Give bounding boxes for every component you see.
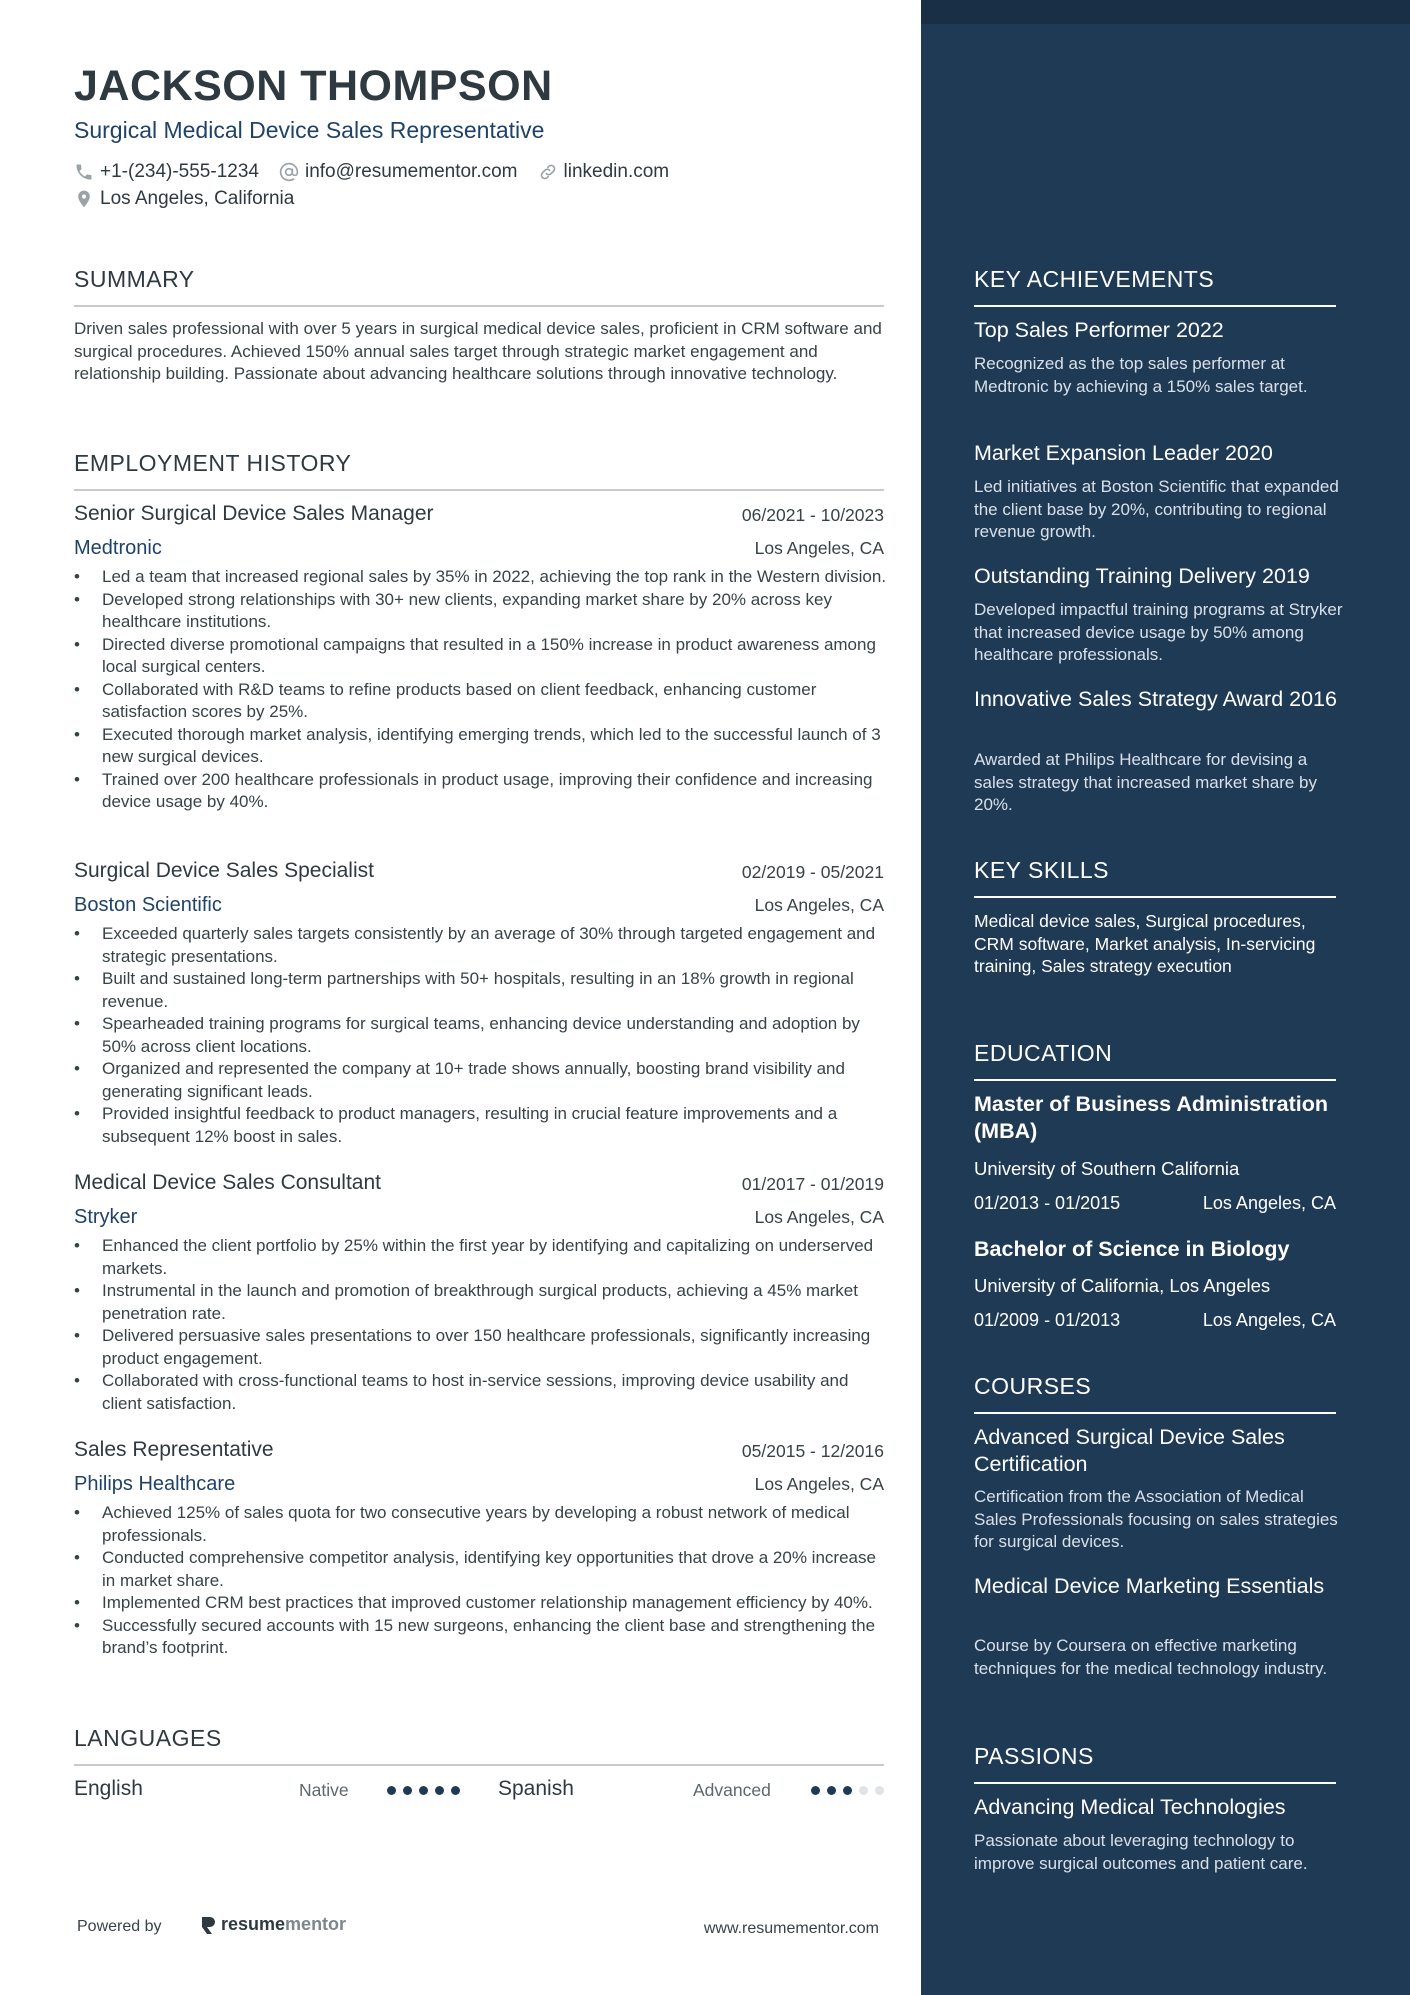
education-school: University of California, Los Angeles [974,1275,1271,1296]
bullet-item: • Achieved 125% of sales quota for two consecutive years by developing a robust network of medical professionals. [74,1502,890,1547]
brand-logo[interactable] [199,1914,346,1935]
job-title: Surgical Device Sales Specialist [74,859,374,882]
rating-dot-filled [387,1786,396,1795]
bullet-item: • Trained over 200 healthcare professionals in product usage, improving their confidence and increasing device usage by 40%. [74,769,890,814]
job-bullets [74,923,890,1148]
achievement-title: Top Sales Performer 2022 [974,318,1224,342]
footer-url[interactable]: www.resumementor.com [703,1920,879,1937]
skills-text: Medical device sales, Surgical procedures, CRM software, Market analysis, In-servicing training, Sales strategy execution [974,911,1316,976]
language-level: Advanced [693,1780,771,1800]
course-desc: Course by Coursera on effective marketing techniques for the medical technology industry. [974,1636,1328,1678]
language-rating [811,1786,891,1795]
bullet-item: • Executed thorough market analysis, identifying emerging trends, which led to the successful launch of 3 new surgical devices. [74,724,890,769]
brand-part-a: resume [221,1914,286,1934]
achievement-desc: Led initiatives at Boston Scientific that expanded the client base by 20%, contributing to regional revenue growth. [974,477,1339,541]
job-company: Medtronic [74,537,162,559]
achievements-divider [974,305,1336,307]
language-name: English [74,1777,143,1800]
achievement-title: Outstanding Training Delivery 2019 [974,564,1310,588]
at-icon [279,162,299,182]
job-location: Los Angeles, CA [754,1474,884,1494]
sidebar-top-band [921,0,1410,24]
achievement-title: Innovative Sales Strategy Award 2016 [974,687,1337,711]
languages-row [74,1777,884,1807]
summary-divider [74,305,884,307]
achievements-heading: KEY ACHIEVEMENTS [974,266,1215,292]
course-title: Advanced Surgical Device Sales Certification [974,1425,1285,1476]
candidate-title: Surgical Medical Device Sales Representative [74,117,545,143]
phone-icon [74,162,94,182]
job-bullets [74,1235,890,1415]
education-dates: 01/2013 - 01/2015 [974,1193,1121,1213]
job-bullets [74,566,890,814]
bullet-item: • Instrumental in the launch and promotion of breakthrough surgical products, achieving a 45% market penetration rate. [74,1280,890,1325]
skills-divider [974,896,1336,898]
bullet-item: • Implemented CRM best practices that improved customer relationship management efficiency by 40%. [74,1592,890,1615]
achievement-desc: Recognized as the top sales performer at Medtronic by achieving a 150% sales target. [974,354,1308,396]
bullet-item: • Led a team that increased regional sales by 35% in 2022, achieving the top rank in the Western division. [74,566,890,589]
passions-divider [974,1782,1336,1784]
education-heading: EDUCATION [974,1040,1113,1066]
courses-divider [974,1412,1336,1414]
location-pin-icon [74,188,94,210]
contact-phone[interactable] [74,161,259,183]
rating-dot-filled [451,1786,460,1795]
rating-dot-empty [859,1786,868,1795]
job-company: Philips Healthcare [74,1473,236,1495]
bullet-item: • Directed diverse promotional campaigns that resulted in a 150% increase in product awareness among local surgical centers. [74,634,890,679]
bullet-item: • Delivered persuasive sales presentations to over 150 healthcare professionals, significantly increasing product engagement. [74,1325,890,1370]
contact-email[interactable] [279,161,518,183]
contact-location [74,188,314,210]
rating-dot-filled [403,1786,412,1795]
location-text: Los Angeles, California [100,188,295,209]
bullet-item: • Collaborated with R&D teams to refine products based on client feedback, enhancing customer satisfaction scores by 25%. [74,679,890,724]
rating-dot-filled [419,1786,428,1795]
bullet-item: • Spearheaded training programs for surgical teams, enhancing device understanding and adoption by 50% across client locations. [74,1013,890,1058]
job-title: Sales Representative [74,1438,274,1461]
education-degree: Master of Business Administration (MBA) [974,1092,1329,1143]
education-location: Los Angeles, CA [1202,1193,1336,1213]
job-location: Los Angeles, CA [754,538,884,558]
job-dates: 01/2017 - 01/2019 [741,1174,884,1194]
courses-heading: COURSES [974,1373,1092,1399]
contact-row [74,161,689,183]
summary-heading: SUMMARY [74,266,195,292]
bullet-item: • Successfully secured accounts with 15 new surgeons, enhancing the client base and strengthening the brand’s footprint. [74,1615,890,1660]
employment-divider [74,489,884,491]
sidebar [921,0,1410,1995]
passion-title: Advancing Medical Technologies [974,1795,1286,1819]
resumementor-logo-icon [199,1915,217,1935]
language-name: Spanish [498,1777,574,1800]
bullet-item: • Built and sustained long-term partnerships with 50+ hospitals, resulting in an 18% growth in regional revenue. [74,968,890,1013]
passions-heading: PASSIONS [974,1743,1094,1769]
bullet-item: • Provided insightful feedback to product managers, resulting in crucial feature improvements and a subsequent 12% boost in sales. [74,1103,890,1148]
job-title: Medical Device Sales Consultant [74,1171,381,1194]
job-location: Los Angeles, CA [754,1207,884,1227]
education-degree: Bachelor of Science in Biology [974,1237,1290,1261]
education-school: University of Southern California [974,1158,1240,1179]
passion-desc: Passionate about leveraging technology to improve surgical outcomes and patient care. [974,1831,1308,1873]
job-dates: 06/2021 - 10/2023 [741,505,884,525]
skills-heading: KEY SKILLS [974,857,1109,883]
bullet-item: • Enhanced the client portfolio by 25% within the first year by identifying and capitalizing on underserved markets. [74,1235,890,1280]
achievement-desc: Awarded at Philips Healthcare for devising a sales strategy that increased market share by 20%. [974,750,1317,814]
powered-by-label: Powered by [77,1918,162,1935]
course-title: Medical Device Marketing Essentials [974,1574,1325,1598]
rating-dot-filled [435,1786,444,1795]
link-icon [538,162,558,182]
achievement-title: Market Expansion Leader 2020 [974,441,1273,465]
job-dates: 02/2019 - 05/2021 [741,862,884,882]
rating-dot-filled [811,1786,820,1795]
bullet-item: • Exceeded quarterly sales targets consistently by an average of 30% through targeted engagement and strategic presentations. [74,923,890,968]
job-bullets [74,1502,890,1660]
bullet-item: • Developed strong relationships with 30+ new clients, expanding market share by 20% across key healthcare institutions. [74,589,890,634]
languages-divider [74,1764,884,1766]
language-rating [387,1786,467,1795]
language-level: Native [299,1780,349,1800]
contact-linkedin[interactable] [538,161,670,183]
employment-heading: EMPLOYMENT HISTORY [74,450,352,476]
job-company: Stryker [74,1206,138,1228]
rating-dot-empty [875,1786,884,1795]
email-text: info@resumementor.com [304,161,518,182]
bullet-item: • Conducted comprehensive competitor analysis, identifying key opportunities that drove a 20% increase in market share. [74,1547,890,1592]
education-dates: 01/2009 - 01/2013 [974,1310,1121,1330]
job-company: Boston Scientific [74,894,222,916]
achievement-desc: Developed impactful training programs at Stryker that increased device usage by 50% among healthcare professionals. [974,600,1343,664]
job-title: Senior Surgical Device Sales Manager [74,502,434,525]
candidate-name: JACKSON THOMPSON [74,62,553,110]
phone-text: +1-(234)-555-1234 [100,161,259,182]
education-divider [974,1079,1336,1081]
course-desc: Certification from the Association of Medical Sales Professionals focusing on sales strategies for surgical devices. [974,1487,1338,1551]
bullet-item: • Organized and represented the company at 10+ trade shows annually, boosting brand visibility and generating significant leads. [74,1058,890,1103]
languages-heading: LANGUAGES [74,1725,222,1751]
job-location: Los Angeles, CA [754,895,884,915]
summary-text: Driven sales professional with over 5 years in surgical medical device sales, proficient in CRM software and surgical procedures. Achieved 150% annual sales target through strategic market engagement and relationship building. Passionate about advancing healthcare solutions through innovative technology. [74,319,882,383]
rating-dot-filled [827,1786,836,1795]
brand-part-b: mentor [285,1914,347,1934]
rating-dot-filled [843,1786,852,1795]
bullet-item: • Collaborated with cross-functional teams to host in-service sessions, improving device usability and client satisfaction. [74,1370,890,1415]
education-location: Los Angeles, CA [1202,1310,1336,1330]
linkedin-text: linkedin.com [563,161,670,182]
job-dates: 05/2015 - 12/2016 [741,1441,884,1461]
